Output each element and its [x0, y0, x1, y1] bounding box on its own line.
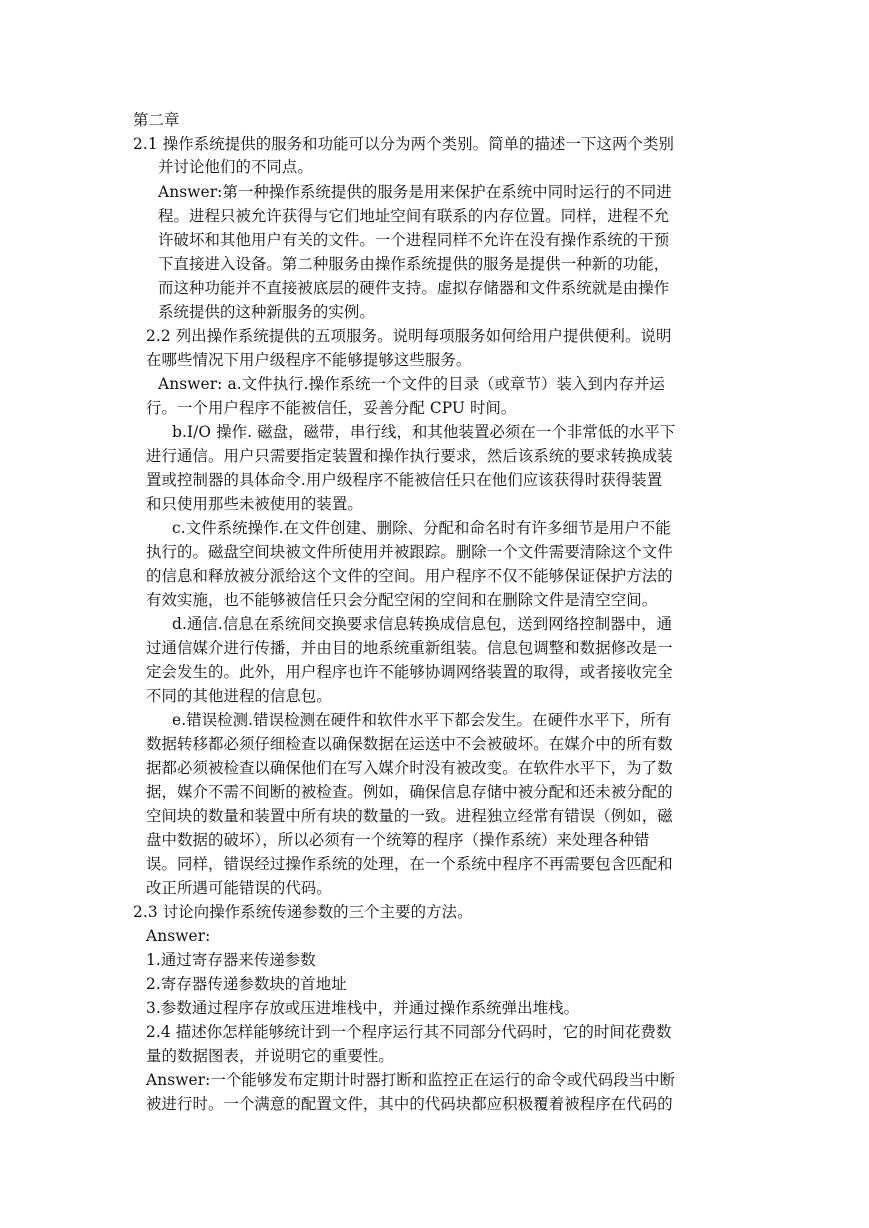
answer-2-2-c-cont: 有效实施，也不能够被信任只会分配空闲的空间和在删除文件是清空空间。 — [146, 591, 658, 609]
chapter-heading: 第二章 — [133, 111, 180, 129]
question-2-1: 2.1 操作系统提供的服务和功能可以分为两个类别。简单的描述一下这两个类别 — [133, 135, 674, 153]
answer-2-1-line: 许破坏和其他用户有关的文件。一个进程同样不允许在没有操作系统的干预 — [158, 231, 670, 249]
answer-2-2-e-cont: 误。同样，错误经过操作系统的处理，在一个系统中程序不再需要包含匹配和 — [146, 855, 673, 873]
question-2-2-cont: 在哪些情况下用户级程序不能够提够这些服务。 — [146, 351, 472, 369]
answer-2-2-a-cont: 行。一个用户程序不能被信任，妥善分配 CPU 时间。 — [146, 399, 517, 417]
answer-2-3-item-3: 3.参数通过程序存放或压进堆栈中，并通过操作系统弹出堆栈。 — [146, 999, 580, 1017]
answer-2-2-e-cont: 数据转移都必须仔细检查以确保数据在运送中不会被破坏。在媒介中的所有数 — [146, 735, 673, 753]
answer-2-2-d: d.通信.信息在系统间交换要求信息转换成信息包，送到网络控制器中，通 — [172, 615, 673, 633]
answer-2-2-d-cont: 定会发生的。此外，用户程序也许不能够协调网络装置的取得，或者接收完全 — [146, 663, 673, 681]
answer-2-2-c: c.文件系统操作.在文件创建、删除、分配和命名时有许多细节是用户不能 — [172, 519, 671, 537]
answer-2-4: Answer:一个能够发布定期计时器打断和监控正在运行的命令或代码段当中断 — [146, 1071, 676, 1089]
answer-2-1-line: 而这种功能并不直接被底层的硬件支持。虚拟存储器和文件系统就是由操作 — [158, 279, 670, 297]
answer-2-3-item-1: 1.通过寄存器来传递参数 — [146, 951, 316, 969]
question-2-1-cont: 并讨论他们的不同点。 — [158, 158, 313, 176]
answer-2-2-e-cont: 改正所遇可能错误的代码。 — [146, 879, 332, 897]
answer-2-2-e-cont: 据，媒介不需不间断的被检查。例如，确保信息存储中被分配和还未被分配的 — [146, 783, 673, 801]
answer-2-1-line: 下直接进入设备。第二种服务由操作系统提供的服务是提供一种新的功能， — [158, 255, 670, 273]
answer-2-3-item-2: 2.寄存器传递参数块的首地址 — [146, 975, 347, 993]
answer-2-2-c-cont: 执行的。磁盘空间块被文件所使用并被跟踪。删除一个文件需要清除这个文件 — [146, 543, 673, 561]
answer-2-2-b-cont: 置或控制器的具体命令.用户级程序不能被信任只在他们应该获得时获得装置 — [146, 471, 663, 489]
answer-2-2-c-cont: 的信息和释放被分派给这个文件的空间。用户程序不仅不能够保证保护方法的 — [146, 567, 673, 585]
answer-2-2-e-cont: 据都必须被检查以确保他们在写入媒介时没有被改变。在软件水平下，为了数 — [146, 759, 673, 777]
answer-2-2-a: Answer: a.文件执行.操作系统一个文件的目录（或章节）装入到内存并运 — [158, 375, 665, 393]
answer-2-1-line: 程。进程只被允许获得与它们地址空间有联系的内存位置。同样，进程不允 — [158, 207, 670, 225]
answer-2-1-line: 系统提供的这种新服务的实例。 — [158, 303, 375, 321]
answer-2-2-b: b.I/O 操作. 磁盘，磁带，串行线，和其他装置必须在一个非常低的水平下 — [172, 423, 676, 441]
answer-2-3-label: Answer: — [146, 927, 211, 945]
answer-2-2-d-cont: 不同的其他进程的信息包。 — [146, 687, 332, 705]
answer-2-4-cont: 被进行时。一个满意的配置文件，其中的代码块都应积极覆着被程序在代码的 — [146, 1095, 673, 1113]
answer-2-2-d-cont: 过通信媒介进行传播，并由目的地系统重新组装。信息包调整和数据修改是一 — [146, 639, 673, 657]
answer-2-2-e: e.错误检测.错误检测在硬件和软件水平下都会发生。在硬件水平下，所有 — [172, 711, 672, 729]
answer-2-2-e-cont: 空间块的数量和装置中所有块的数量的一致。进程独立经常有错误（例如，磁 — [146, 807, 673, 825]
answer-2-1: Answer:第一种操作系统提供的服务是用来保护在系统中同时运行的不同进 — [158, 183, 672, 201]
answer-2-2-e-cont: 盘中数据的破坏），所以必须有一个统筹的程序（操作系统）来处理各种错 — [146, 831, 650, 849]
answer-2-2-b-cont: 进行通信。用户只需要指定装置和操作执行要求，然后该系统的要求转换成装 — [146, 447, 673, 465]
question-2-4-cont: 量的数据图表，并说明它的重要性。 — [146, 1047, 394, 1065]
question-2-4: 2.4 描述你怎样能够统计到一个程序运行其不同部分代码时，它的时间花费数 — [146, 1023, 672, 1041]
answer-2-2-b-cont: 和只使用那些未被使用的装置。 — [146, 495, 363, 513]
question-2-2: 2.2 列出操作系统提供的五项服务。说明每项服务如何给用户提供便利。说明 — [146, 327, 672, 345]
question-2-3: 2.3 讨论向操作系统传递参数的三个主要的方法。 — [133, 903, 473, 921]
